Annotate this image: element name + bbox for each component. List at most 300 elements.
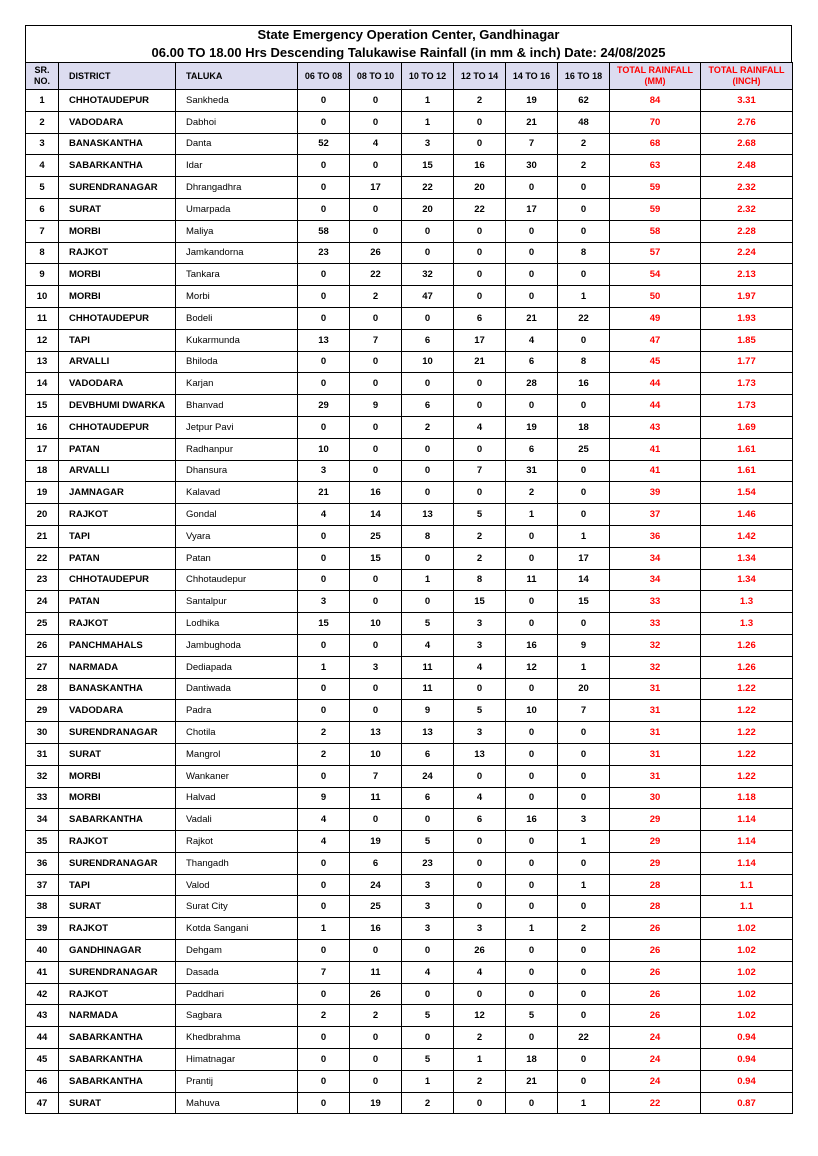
cell-rain-06-08: 0 [298,351,350,373]
cell-district: SURAT [59,198,176,220]
cell-rain-12-14: 12 [454,1005,506,1027]
cell-total-inch: 1.61 [701,438,793,460]
cell-sr-no: 12 [26,329,59,351]
cell-total-mm: 31 [610,700,701,722]
cell-total-mm: 41 [610,438,701,460]
cell-rain-06-08: 2 [298,1005,350,1027]
cell-taluka: Gondal [176,504,298,526]
cell-district: RAJKOT [59,504,176,526]
cell-rain-12-14: 0 [454,482,506,504]
cell-total-mm: 70 [610,111,701,133]
cell-total-mm: 33 [610,613,701,635]
col-header-district: DISTRICT [59,63,176,90]
cell-rain-10-12: 0 [402,220,454,242]
cell-rain-06-08: 3 [298,460,350,482]
cell-taluka: Radhanpur [176,438,298,460]
cell-total-mm: 34 [610,569,701,591]
cell-rain-14-16: 1 [506,504,558,526]
table-row [26,198,793,220]
cell-district: SABARKANTHA [59,809,176,831]
cell-sr-no: 28 [26,678,59,700]
cell-rain-16-18: 1 [558,831,610,853]
cell-total-mm: 44 [610,395,701,417]
cell-district: SABARKANTHA [59,1027,176,1049]
cell-total-inch: 0.87 [701,1092,793,1114]
cell-rain-12-14: 0 [454,852,506,874]
cell-rain-16-18: 48 [558,111,610,133]
cell-rain-06-08: 0 [298,983,350,1005]
table-row [26,961,793,983]
cell-total-inch: 1.61 [701,460,793,482]
cell-total-mm: 45 [610,351,701,373]
cell-rain-08-10: 0 [350,351,402,373]
table-row [26,918,793,940]
cell-total-inch: 2.32 [701,177,793,199]
cell-rain-08-10: 26 [350,983,402,1005]
cell-total-inch: 0.94 [701,1070,793,1092]
cell-rain-06-08: 0 [298,286,350,308]
cell-rain-08-10: 0 [350,1049,402,1071]
table-row [26,460,793,482]
cell-taluka: Karjan [176,373,298,395]
table-row [26,678,793,700]
table-row [26,133,793,155]
cell-total-inch: 1.14 [701,831,793,853]
cell-rain-16-18: 0 [558,177,610,199]
cell-rain-12-14: 2 [454,1070,506,1092]
cell-district: SURENDRANAGAR [59,722,176,744]
cell-rain-08-10: 19 [350,1092,402,1114]
cell-total-mm: 36 [610,525,701,547]
cell-rain-16-18: 0 [558,198,610,220]
cell-total-inch: 2.32 [701,198,793,220]
col-header-total-inch: TOTAL RAINFALL (INCH) [701,63,793,90]
cell-sr-no: 38 [26,896,59,918]
cell-total-inch: 1.1 [701,896,793,918]
cell-sr-no: 21 [26,525,59,547]
cell-rain-08-10: 2 [350,1005,402,1027]
table-row [26,569,793,591]
cell-rain-16-18: 0 [558,1070,610,1092]
cell-rain-12-14: 3 [454,634,506,656]
table-row [26,700,793,722]
cell-rain-10-12: 6 [402,329,454,351]
cell-rain-14-16: 21 [506,1070,558,1092]
cell-rain-16-18: 22 [558,1027,610,1049]
cell-rain-10-12: 24 [402,765,454,787]
cell-rain-06-08: 4 [298,504,350,526]
table-row [26,351,793,373]
cell-rain-12-14: 3 [454,722,506,744]
table-row [26,286,793,308]
cell-rain-14-16: 16 [506,634,558,656]
table-row [26,613,793,635]
cell-sr-no: 20 [26,504,59,526]
cell-sr-no: 33 [26,787,59,809]
cell-taluka: Vadali [176,809,298,831]
cell-taluka: Jetpur Pavi [176,416,298,438]
cell-rain-14-16: 0 [506,743,558,765]
cell-total-inch: 0.94 [701,1027,793,1049]
cell-taluka: Dehgam [176,940,298,962]
cell-rain-12-14: 8 [454,569,506,591]
cell-sr-no: 35 [26,831,59,853]
cell-rain-08-10: 17 [350,177,402,199]
cell-sr-no: 46 [26,1070,59,1092]
cell-total-mm: 31 [610,678,701,700]
cell-total-mm: 59 [610,177,701,199]
cell-taluka: Sankheda [176,90,298,112]
cell-rain-08-10: 15 [350,547,402,569]
cell-rain-08-10: 0 [350,940,402,962]
cell-rain-08-10: 0 [350,809,402,831]
cell-total-inch: 0.94 [701,1049,793,1071]
cell-rain-14-16: 18 [506,1049,558,1071]
cell-total-mm: 24 [610,1049,701,1071]
cell-total-mm: 63 [610,155,701,177]
cell-rain-14-16: 0 [506,613,558,635]
table-row [26,111,793,133]
cell-district: RAJKOT [59,831,176,853]
cell-rain-12-14: 15 [454,591,506,613]
cell-rain-14-16: 0 [506,765,558,787]
cell-rain-14-16: 0 [506,1027,558,1049]
cell-total-inch: 1.22 [701,743,793,765]
cell-rain-16-18: 20 [558,678,610,700]
cell-sr-no: 13 [26,351,59,373]
cell-rain-14-16: 0 [506,547,558,569]
table-row [26,438,793,460]
col-header-06-08: 06 TO 08 [298,63,350,90]
cell-rain-08-10: 3 [350,656,402,678]
cell-taluka: Dasada [176,961,298,983]
cell-rain-14-16: 11 [506,569,558,591]
cell-sr-no: 25 [26,613,59,635]
table-row [26,90,793,112]
cell-rain-14-16: 4 [506,329,558,351]
cell-district: CHHOTAUDEPUR [59,416,176,438]
table-row [26,591,793,613]
cell-total-inch: 1.02 [701,918,793,940]
cell-rain-08-10: 0 [350,678,402,700]
cell-rain-06-08: 3 [298,591,350,613]
cell-rain-16-18: 0 [558,264,610,286]
cell-total-inch: 1.73 [701,395,793,417]
table-row [26,1027,793,1049]
cell-total-inch: 1.3 [701,613,793,635]
cell-rain-06-08: 0 [298,525,350,547]
cell-rain-16-18: 7 [558,700,610,722]
cell-rain-16-18: 0 [558,983,610,1005]
cell-rain-06-08: 0 [298,111,350,133]
cell-taluka: Dantiwada [176,678,298,700]
cell-rain-16-18: 0 [558,743,610,765]
cell-taluka: Umarpada [176,198,298,220]
cell-total-inch: 1.46 [701,504,793,526]
cell-rain-14-16: 6 [506,351,558,373]
col-header-16-18: 16 TO 18 [558,63,610,90]
cell-rain-12-14: 2 [454,547,506,569]
cell-rain-08-10: 24 [350,874,402,896]
cell-rain-08-10: 0 [350,569,402,591]
cell-rain-12-14: 22 [454,198,506,220]
cell-total-mm: 24 [610,1027,701,1049]
cell-district: SURAT [59,896,176,918]
cell-rain-12-14: 21 [454,351,506,373]
cell-total-mm: 32 [610,634,701,656]
cell-rain-12-14: 4 [454,961,506,983]
cell-total-mm: 49 [610,307,701,329]
cell-rain-16-18: 18 [558,416,610,438]
cell-sr-no: 11 [26,307,59,329]
cell-rain-08-10: 0 [350,1070,402,1092]
cell-rain-06-08: 0 [298,678,350,700]
cell-rain-10-12: 8 [402,525,454,547]
cell-total-inch: 1.26 [701,656,793,678]
cell-rain-12-14: 0 [454,438,506,460]
cell-rain-08-10: 0 [350,591,402,613]
cell-district: ARVALLI [59,351,176,373]
report-title-block [25,25,792,62]
cell-rain-14-16: 6 [506,438,558,460]
cell-total-mm: 26 [610,1005,701,1027]
cell-rain-12-14: 0 [454,220,506,242]
cell-rain-10-12: 23 [402,852,454,874]
cell-total-mm: 29 [610,831,701,853]
cell-sr-no: 24 [26,591,59,613]
cell-rain-16-18: 16 [558,373,610,395]
cell-rain-12-14: 0 [454,678,506,700]
cell-rain-16-18: 22 [558,307,610,329]
cell-rain-12-14: 0 [454,831,506,853]
cell-rain-08-10: 7 [350,329,402,351]
cell-sr-no: 23 [26,569,59,591]
cell-rain-16-18: 0 [558,220,610,242]
table-row [26,831,793,853]
cell-rain-10-12: 0 [402,482,454,504]
cell-rain-12-14: 0 [454,286,506,308]
cell-rain-08-10: 0 [350,634,402,656]
cell-rain-16-18: 2 [558,155,610,177]
cell-rain-08-10: 4 [350,133,402,155]
cell-total-mm: 59 [610,198,701,220]
table-row [26,940,793,962]
cell-total-inch: 1.02 [701,940,793,962]
cell-rain-16-18: 9 [558,634,610,656]
cell-rain-16-18: 0 [558,722,610,744]
cell-rain-14-16: 0 [506,961,558,983]
cell-rain-14-16: 28 [506,373,558,395]
col-header-12-14: 12 TO 14 [454,63,506,90]
cell-district: SABARKANTHA [59,1070,176,1092]
cell-rain-14-16: 21 [506,111,558,133]
cell-rain-10-12: 2 [402,1092,454,1114]
cell-rain-14-16: 1 [506,918,558,940]
cell-rain-10-12: 0 [402,460,454,482]
cell-taluka: Chhotaudepur [176,569,298,591]
cell-rain-10-12: 5 [402,831,454,853]
cell-rain-08-10: 7 [350,765,402,787]
cell-total-inch: 3.31 [701,90,793,112]
cell-rain-08-10: 19 [350,831,402,853]
cell-rain-16-18: 15 [558,591,610,613]
cell-sr-no: 1 [26,90,59,112]
table-row [26,1005,793,1027]
cell-total-mm: 34 [610,547,701,569]
col-header-taluka: TALUKA [176,63,298,90]
cell-sr-no: 40 [26,940,59,962]
cell-total-inch: 2.28 [701,220,793,242]
cell-rain-16-18: 2 [558,918,610,940]
cell-rain-12-14: 2 [454,525,506,547]
cell-total-mm: 33 [610,591,701,613]
cell-sr-no: 15 [26,395,59,417]
table-row [26,787,793,809]
cell-rain-16-18: 0 [558,482,610,504]
cell-rain-08-10: 0 [350,373,402,395]
cell-rain-10-12: 22 [402,177,454,199]
cell-total-mm: 57 [610,242,701,264]
cell-rain-14-16: 0 [506,983,558,1005]
cell-total-inch: 1.73 [701,373,793,395]
cell-district: PATAN [59,438,176,460]
cell-rain-06-08: 0 [298,264,350,286]
cell-rain-16-18: 0 [558,1049,610,1071]
cell-district: DEVBHUMI DWARKA [59,395,176,417]
cell-rain-14-16: 0 [506,395,558,417]
table-row [26,874,793,896]
cell-rain-16-18: 8 [558,351,610,373]
cell-sr-no: 3 [26,133,59,155]
cell-total-mm: 84 [610,90,701,112]
cell-rain-16-18: 0 [558,765,610,787]
cell-taluka: Wankaner [176,765,298,787]
cell-rain-10-12: 0 [402,547,454,569]
cell-rain-06-08: 0 [298,373,350,395]
cell-district: MORBI [59,286,176,308]
cell-total-mm: 68 [610,133,701,155]
table-row [26,242,793,264]
cell-sr-no: 26 [26,634,59,656]
cell-taluka: Padra [176,700,298,722]
cell-rain-12-14: 1 [454,1049,506,1071]
cell-rain-06-08: 0 [298,852,350,874]
cell-total-inch: 1.93 [701,307,793,329]
cell-total-inch: 2.68 [701,133,793,155]
cell-taluka: Dhansura [176,460,298,482]
cell-total-inch: 1.22 [701,765,793,787]
cell-rain-14-16: 0 [506,787,558,809]
cell-taluka: Mahuva [176,1092,298,1114]
cell-rain-06-08: 0 [298,874,350,896]
cell-sr-no: 8 [26,242,59,264]
cell-taluka: Idar [176,155,298,177]
cell-rain-06-08: 23 [298,242,350,264]
cell-rain-12-14: 0 [454,896,506,918]
cell-sr-no: 44 [26,1027,59,1049]
cell-rain-08-10: 0 [350,198,402,220]
cell-district: CHHOTAUDEPUR [59,90,176,112]
cell-taluka: Jambughoda [176,634,298,656]
cell-rain-10-12: 0 [402,809,454,831]
table-row [26,177,793,199]
cell-rain-12-14: 13 [454,743,506,765]
cell-rain-06-08: 1 [298,918,350,940]
cell-district: GANDHINAGAR [59,940,176,962]
cell-rain-06-08: 0 [298,1049,350,1071]
col-header-total-mm: TOTAL RAINFALL (MM) [610,63,701,90]
cell-rain-08-10: 10 [350,613,402,635]
cell-rain-06-08: 0 [298,416,350,438]
cell-total-mm: 22 [610,1092,701,1114]
cell-total-mm: 28 [610,874,701,896]
cell-district: JAMNAGAR [59,482,176,504]
table-row [26,634,793,656]
table-row [26,482,793,504]
cell-rain-06-08: 0 [298,1070,350,1092]
cell-rain-10-12: 11 [402,656,454,678]
cell-district: RAJKOT [59,613,176,635]
cell-district: CHHOTAUDEPUR [59,307,176,329]
cell-taluka: Himatnagar [176,1049,298,1071]
table-row [26,416,793,438]
cell-district: TAPI [59,329,176,351]
cell-district: SABARKANTHA [59,155,176,177]
cell-district: SURENDRANAGAR [59,961,176,983]
cell-district: TAPI [59,874,176,896]
cell-sr-no: 18 [26,460,59,482]
cell-taluka: Lodhika [176,613,298,635]
cell-rain-16-18: 2 [558,133,610,155]
cell-district: RAJKOT [59,983,176,1005]
cell-rain-08-10: 11 [350,787,402,809]
cell-rain-10-12: 6 [402,395,454,417]
table-row [26,896,793,918]
cell-total-mm: 29 [610,852,701,874]
cell-rain-16-18: 3 [558,809,610,831]
table-row [26,852,793,874]
cell-rain-16-18: 0 [558,613,610,635]
cell-rain-14-16: 16 [506,809,558,831]
cell-total-inch: 1.18 [701,787,793,809]
table-row [26,1092,793,1114]
cell-rain-08-10: 0 [350,111,402,133]
cell-rain-16-18: 1 [558,874,610,896]
cell-total-mm: 37 [610,504,701,526]
cell-rain-10-12: 32 [402,264,454,286]
cell-taluka: Dabhoi [176,111,298,133]
cell-rain-12-14: 26 [454,940,506,962]
cell-district: SABARKANTHA [59,1049,176,1071]
cell-district: VADODARA [59,700,176,722]
cell-rain-08-10: 0 [350,460,402,482]
cell-rain-16-18: 62 [558,90,610,112]
cell-rain-08-10: 25 [350,525,402,547]
cell-district: PATAN [59,547,176,569]
table-row [26,373,793,395]
cell-rain-14-16: 30 [506,155,558,177]
cell-rain-16-18: 0 [558,504,610,526]
cell-district: RAJKOT [59,242,176,264]
cell-rain-10-12: 3 [402,896,454,918]
cell-rain-12-14: 0 [454,264,506,286]
cell-rain-12-14: 4 [454,416,506,438]
cell-rain-12-14: 0 [454,242,506,264]
cell-rain-16-18: 0 [558,1005,610,1027]
cell-rain-06-08: 2 [298,743,350,765]
cell-rain-10-12: 2 [402,416,454,438]
cell-rain-14-16: 0 [506,264,558,286]
